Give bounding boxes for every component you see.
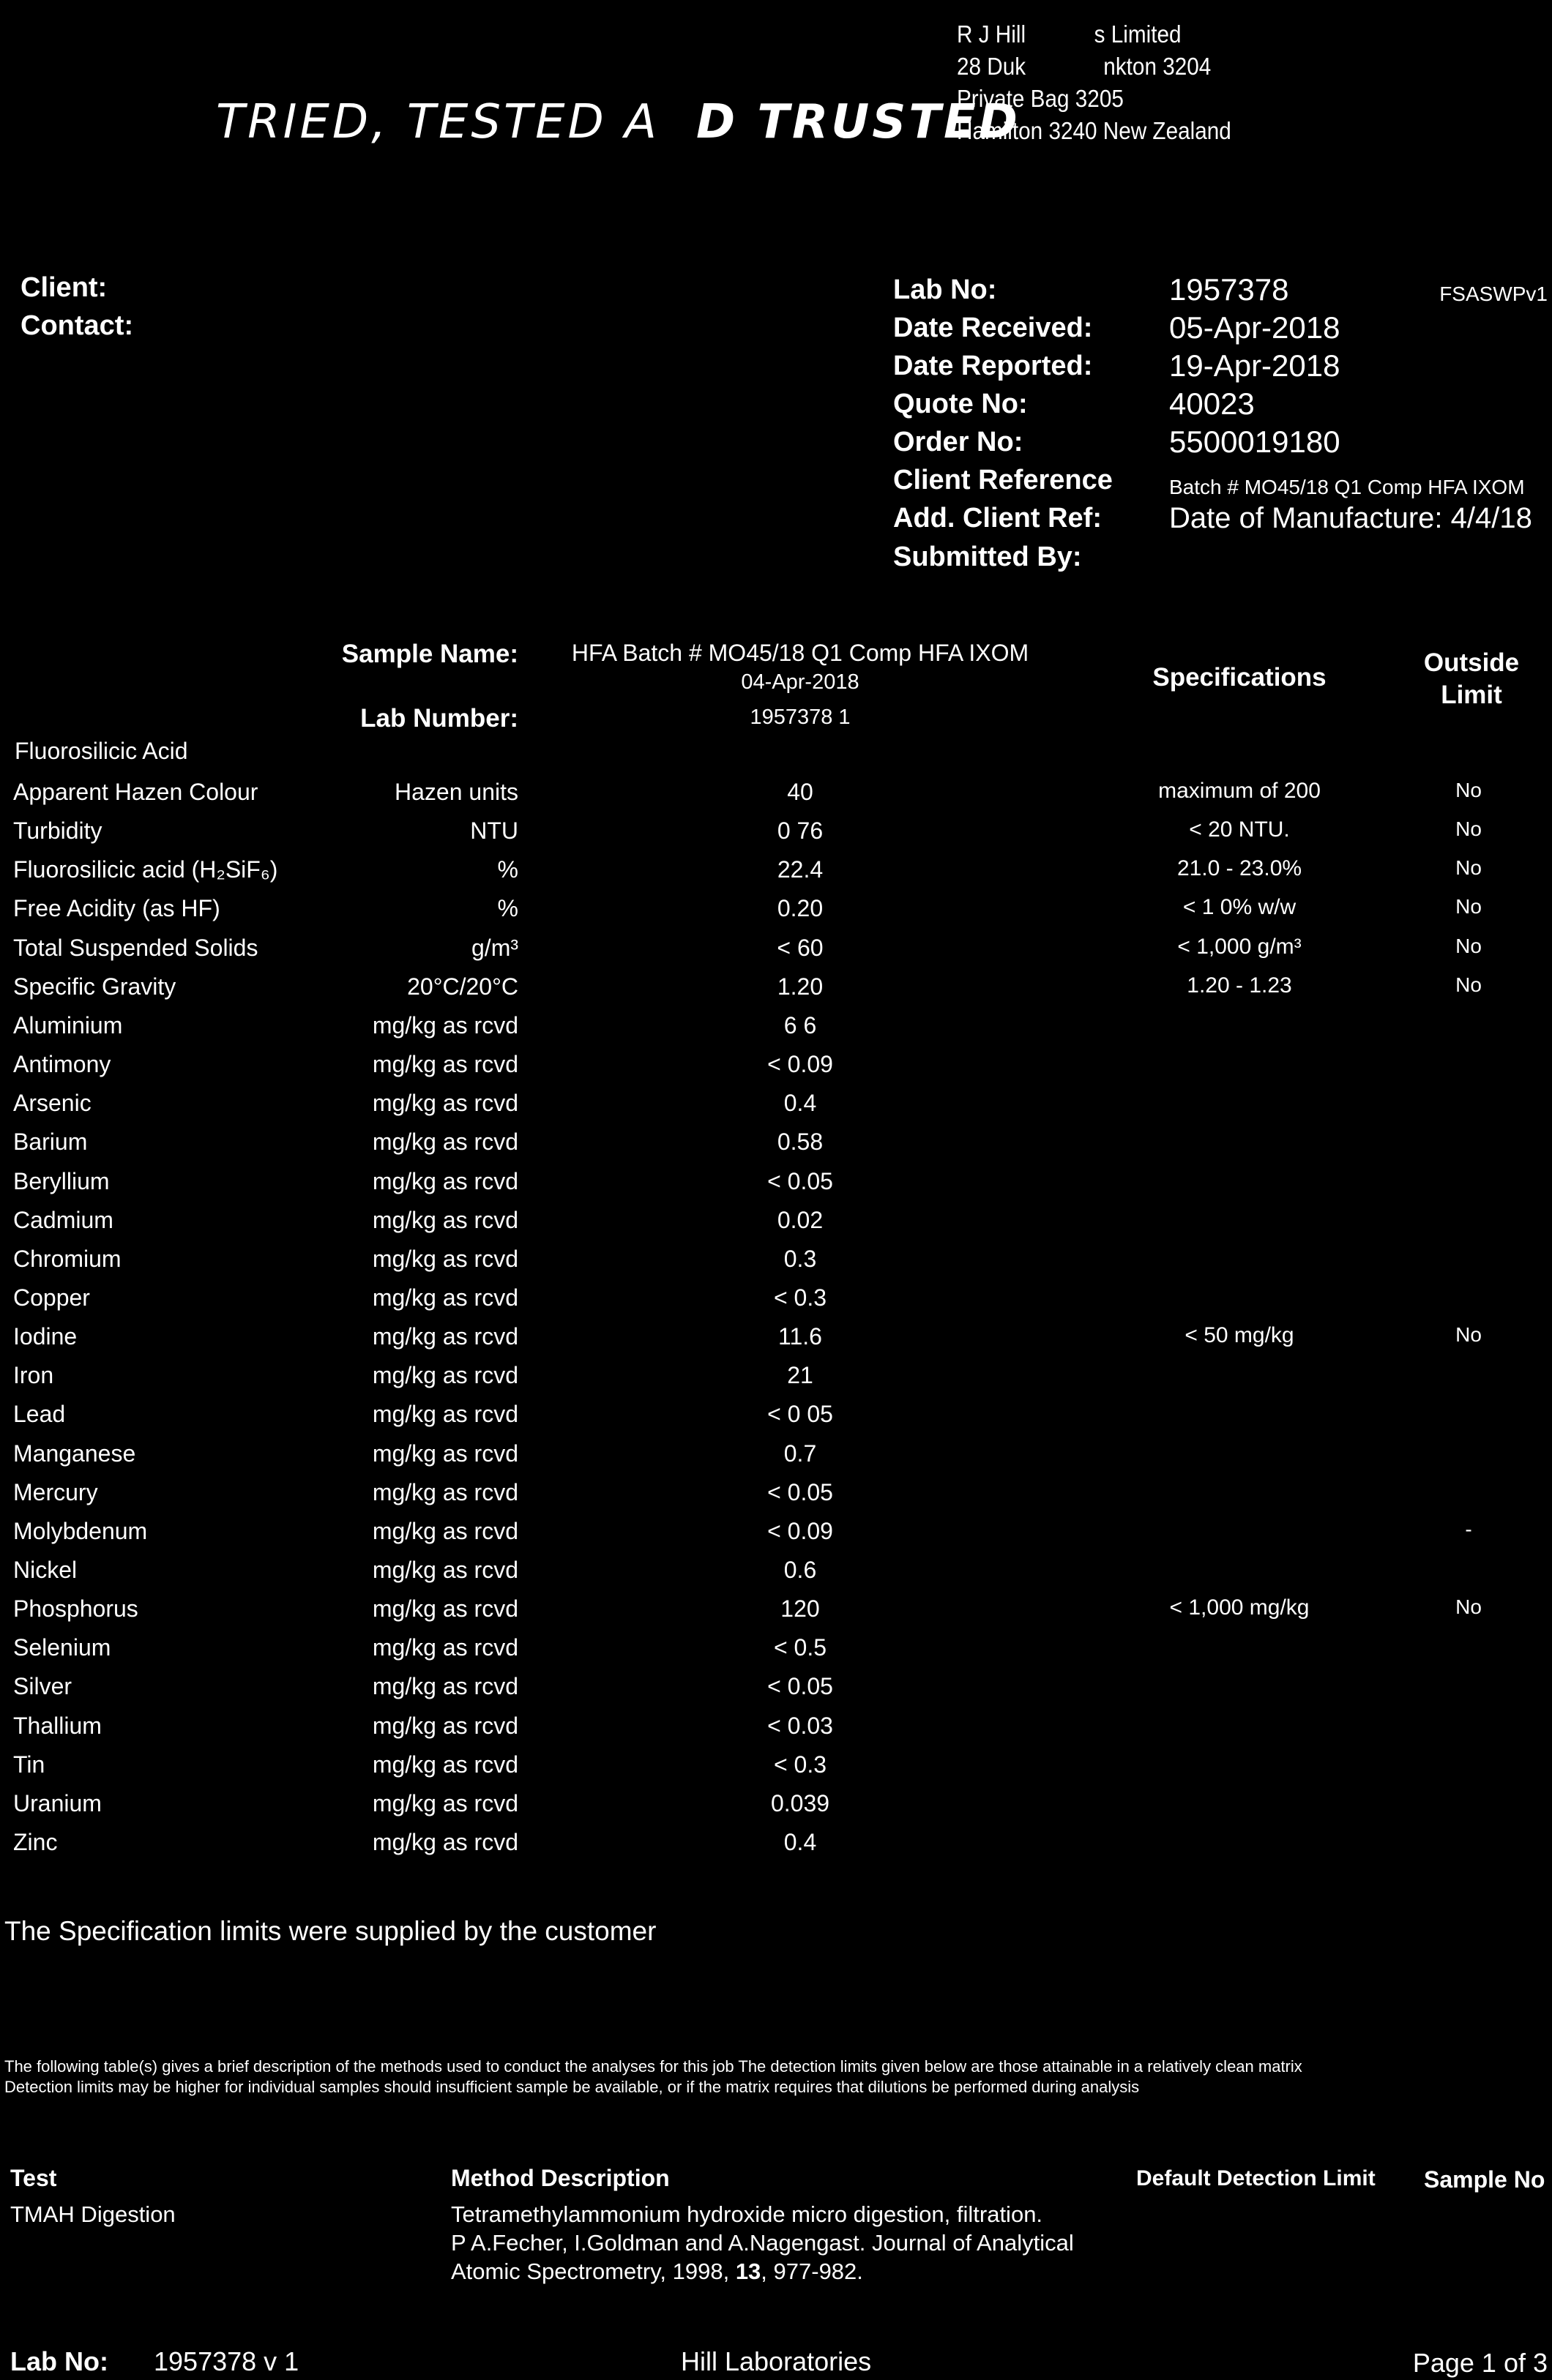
table-row: [0, 895, 1552, 934]
contact-label: Contact:: [20, 310, 134, 341]
analyte-result: 0 76: [777, 817, 824, 845]
analyte-name: Specific Gravity: [13, 973, 176, 1000]
col-test-header: Test: [10, 2165, 57, 2191]
analyte-outside-limit: No: [1455, 973, 1482, 996]
specifications-header: Specifications: [1152, 663, 1327, 692]
table-row: [0, 1323, 1552, 1362]
analyte-result: 0.20: [777, 895, 824, 922]
address-line-1: R J Hill s Limited: [957, 20, 1182, 48]
table-row: [0, 779, 1552, 817]
address-line-2: 28 Duk nkton 3204: [957, 53, 1212, 80]
analyte-outside-limit: No: [1455, 856, 1482, 880]
table-row: [0, 1168, 1552, 1207]
analyte-unit: mg/kg as rcvd: [372, 1440, 518, 1467]
analyte-result: < 0.3: [773, 1284, 827, 1311]
analyte-outside-limit: No: [1455, 1323, 1482, 1347]
table-row: [0, 1595, 1552, 1634]
table-row: [0, 1751, 1552, 1790]
order-no-label: Order No:: [893, 427, 1023, 457]
outside-limit-header-1: Outside: [1423, 648, 1520, 677]
analyte-spec: < 50 mg/kg: [1184, 1323, 1294, 1348]
analyte-result: 0.6: [783, 1557, 817, 1583]
analyte-name: Tin: [13, 1751, 45, 1778]
analyte-name: Turbidity: [13, 817, 102, 845]
analyte-spec: < 20 NTU.: [1189, 817, 1290, 842]
analyte-outside-limit: -: [1465, 1517, 1472, 1541]
footer-lab-no-value: 1957378 v 1: [154, 2346, 299, 2376]
analyte-name: Total Suspended Solids: [13, 934, 258, 961]
analyte-spec: 1.20 - 1.23: [1187, 973, 1292, 998]
analyte-result: < 0.09: [767, 1517, 833, 1544]
analyte-spec: < 1,000 g/m³: [1177, 934, 1302, 959]
table-row: [0, 973, 1552, 1012]
analyte-name: Arsenic: [13, 1090, 92, 1117]
table-row: [0, 1479, 1552, 1518]
analyte-unit: mg/kg as rcvd: [372, 1284, 518, 1311]
analyte-result: < 0.5: [773, 1634, 827, 1661]
table-row: [0, 1557, 1552, 1595]
table-row: [0, 1634, 1552, 1673]
quote-no-label: Quote No:: [893, 389, 1028, 419]
analyte-unit: NTU: [470, 817, 518, 845]
analyte-unit: mg/kg as rcvd: [372, 1051, 518, 1078]
analyte-result: 0.039: [770, 1789, 830, 1816]
analyte-result: < 0.05: [767, 1167, 833, 1194]
methods-intro-line-1: The following table(s) gives a brief description of the methods used to conduct the analyses for this job The detection limits given below are those attainable in a relatively clean matrix: [4, 2057, 1302, 2076]
analyte-name: Uranium: [13, 1789, 102, 1816]
analyte-name: Barium: [13, 1129, 88, 1156]
sample-name-label: Sample Name:: [341, 640, 518, 668]
analyte-name: Cadmium: [13, 1206, 113, 1233]
analyte-name: Iron: [13, 1362, 54, 1389]
form-code: FSASWPv1: [1439, 282, 1548, 305]
analyte-result: 0.3: [783, 1245, 817, 1272]
outside-limit-header-2: Limit: [1441, 681, 1502, 709]
analyte-result: 1.20: [777, 973, 824, 1000]
col-method-header: Method Description: [451, 2165, 670, 2191]
table-row: [0, 1051, 1552, 1090]
analyte-outside-limit: No: [1455, 817, 1482, 841]
analyte-unit: Hazen units: [395, 779, 518, 805]
analyte-unit: mg/kg as rcvd: [372, 1362, 518, 1389]
table-row: [0, 935, 1552, 973]
table-row: [0, 1012, 1552, 1051]
analyte-spec: < 1 0% w/w: [1182, 895, 1297, 920]
table-row: [0, 1207, 1552, 1246]
analyte-unit: mg/kg as rcvd: [372, 1751, 518, 1778]
date-reported-value: 19-Apr-2018: [1169, 348, 1340, 383]
date-received-label: Date Received:: [893, 313, 1093, 343]
analyte-unit: mg/kg as rcvd: [372, 1323, 518, 1350]
lab-number-label: Lab Number:: [360, 704, 518, 733]
method-desc-line-2: P A.Fecher, I.Goldman and A.Nagengast. Journal of Analytical: [451, 2230, 1074, 2256]
analyte-result: < 0.3: [773, 1751, 827, 1778]
slogan: [216, 95, 1021, 149]
table-row: [0, 1713, 1552, 1751]
table-row: [0, 1401, 1552, 1440]
table-row: [0, 1090, 1552, 1129]
section-title: Fluorosilicic Acid: [15, 738, 188, 764]
analyte-unit: mg/kg as rcvd: [372, 1789, 518, 1816]
analyte-result: < 0 05: [767, 1401, 833, 1428]
analyte-name: Free Acidity (as HF): [13, 895, 220, 922]
analyte-unit: mg/kg as rcvd: [372, 1245, 518, 1272]
analyte-unit: mg/kg as rcvd: [372, 1829, 518, 1856]
submitted-by-label: Submitted By:: [893, 542, 1082, 572]
table-row: [0, 1518, 1552, 1557]
sample-date: 04-Apr-2018: [741, 670, 859, 694]
analyte-unit: %: [497, 856, 518, 883]
slogan-part-1: TRIED, TESTED A: [216, 95, 660, 149]
table-row: [0, 856, 1552, 895]
analyte-result: 0.7: [783, 1440, 817, 1467]
table-row: [0, 1673, 1552, 1712]
analyte-result: 0.58: [777, 1129, 824, 1156]
analyte-result: 21: [787, 1362, 813, 1389]
col-sample-header: Sample No: [1424, 2166, 1545, 2193]
analyte-spec: 21.0 - 23.0%: [1176, 856, 1302, 881]
footer-lab-no-label: Lab No:: [10, 2346, 108, 2376]
analyte-spec: maximum of 200: [1158, 779, 1321, 803]
analyte-result: 120: [780, 1595, 820, 1623]
analyte-name: Nickel: [13, 1557, 78, 1583]
slogan-part-2: D TRUSTED: [695, 95, 1021, 149]
analyte-name: Silver: [13, 1673, 72, 1700]
date-reported-label: Date Reported:: [893, 351, 1093, 381]
address-line-4: Hamilton 3240 New Zealand: [957, 117, 1231, 144]
analyte-unit: %: [497, 895, 518, 922]
analyte-name: Fluorosilicic acid (H₂SiF₆): [13, 856, 278, 883]
analyte-result: 0.02: [777, 1206, 824, 1233]
analyte-result: < 0.05: [767, 1478, 833, 1505]
analyte-result: 22.4: [777, 856, 824, 883]
analyte-outside-limit: No: [1455, 779, 1482, 801]
lab-no-label: Lab No:: [893, 274, 997, 305]
analyte-name: Selenium: [13, 1634, 111, 1661]
client-reference-value: Batch # MO45/18 Q1 Comp HFA IXOM: [1169, 476, 1525, 498]
footer-company: Hill Laboratories: [681, 2346, 872, 2376]
analyte-result: < 0.09: [767, 1051, 833, 1078]
quote-no-value: 40023: [1169, 386, 1255, 421]
spec-note: The Specification limits were supplied by the customer: [4, 1916, 657, 1946]
analyte-unit: mg/kg as rcvd: [372, 1712, 518, 1739]
analyte-unit: mg/kg as rcvd: [372, 1206, 518, 1233]
analyte-name: Copper: [13, 1284, 90, 1311]
analyte-result: 0.4: [783, 1090, 817, 1117]
order-no-value: 5500019180: [1169, 424, 1340, 459]
analyte-outside-limit: No: [1455, 895, 1482, 918]
method-desc-line-1: Tetramethylammonium hydroxide micro digestion, filtration.: [451, 2201, 1043, 2227]
col-detection-header: Default Detection Limit: [1136, 2166, 1376, 2190]
analyte-name: Aluminium: [13, 1011, 123, 1039]
analyte-unit: mg/kg as rcvd: [372, 1595, 518, 1623]
analyte-name: Thallium: [13, 1712, 102, 1739]
analyte-unit: mg/kg as rcvd: [372, 1011, 518, 1039]
analyte-spec: < 1,000 mg/kg: [1169, 1595, 1310, 1620]
table-row: [0, 817, 1552, 856]
analyte-unit: mg/kg as rcvd: [372, 1401, 518, 1428]
analyte-unit: mg/kg as rcvd: [372, 1634, 518, 1661]
analyte-result: 0.4: [783, 1829, 817, 1856]
client-reference-label: Client Reference: [893, 465, 1113, 495]
analyte-unit: mg/kg as rcvd: [372, 1673, 518, 1700]
method-test-name: TMAH Digestion: [10, 2201, 176, 2227]
analyte-name: Chromium: [13, 1245, 122, 1272]
analyte-unit: mg/kg as rcvd: [372, 1090, 518, 1117]
table-row: [0, 1362, 1552, 1401]
table-row: [0, 1246, 1552, 1284]
analyte-result: < 0.03: [767, 1712, 833, 1739]
sample-name-value: HFA Batch # MO45/18 Q1 Comp HFA IXOM: [571, 640, 1029, 666]
analyte-unit: mg/kg as rcvd: [372, 1478, 518, 1505]
date-received-value: 05-Apr-2018: [1169, 310, 1340, 345]
address-line-3: Private Bag 3205: [957, 85, 1124, 112]
add-client-ref-label: Add. Client Ref:: [893, 503, 1102, 534]
analyte-unit: mg/kg as rcvd: [372, 1167, 518, 1194]
table-row: [0, 1440, 1552, 1479]
analyte-result: < 60: [777, 934, 824, 961]
analyte-result: 6 6: [783, 1011, 817, 1039]
method-desc-line-3: Atomic Spectrometry, 1998, 13, 977-982.: [451, 2259, 863, 2284]
table-row: [0, 1790, 1552, 1829]
analyte-name: Molybdenum: [13, 1517, 148, 1544]
table-row: [0, 1129, 1552, 1167]
analyte-name: Mercury: [13, 1478, 98, 1505]
analyte-result: 11.6: [778, 1323, 822, 1350]
analyte-name: Beryllium: [13, 1167, 110, 1194]
analyte-name: Lead: [13, 1401, 66, 1428]
analyte-unit: mg/kg as rcvd: [372, 1557, 518, 1583]
analyte-name: Iodine: [13, 1323, 78, 1350]
analyte-name: Antimony: [13, 1051, 111, 1078]
analyte-result: 40: [787, 779, 813, 805]
analyte-unit: g/m³: [471, 934, 518, 961]
analyte-unit: 20°C/20°C: [407, 973, 518, 1000]
analyte-unit: mg/kg as rcvd: [372, 1517, 518, 1544]
footer-page: Page 1 of 3: [1412, 2348, 1548, 2378]
client-label: Client:: [20, 272, 108, 303]
lab-number-value: 1957378 1: [750, 706, 851, 729]
analyte-name: Manganese: [13, 1440, 136, 1467]
analyte-name: Apparent Hazen Colour: [13, 779, 258, 805]
analyte-name: Phosphorus: [13, 1595, 138, 1623]
analyte-outside-limit: No: [1455, 1595, 1482, 1619]
add-client-ref-value: Date of Manufacture: 4/4/18: [1169, 502, 1532, 534]
table-row: [0, 1829, 1552, 1868]
analyte-result: < 0.05: [767, 1673, 833, 1700]
table-row: [0, 1284, 1552, 1323]
analyte-unit: mg/kg as rcvd: [372, 1129, 518, 1156]
analyte-outside-limit: No: [1455, 934, 1482, 957]
lab-no-value: 1957378: [1169, 272, 1289, 307]
analyte-name: Zinc: [13, 1829, 58, 1856]
methods-intro-line-2: Detection limits may be higher for individual samples should insufficient sample be available, or if the matrix requires that dilutions be performed during analysis: [4, 2078, 1140, 2096]
